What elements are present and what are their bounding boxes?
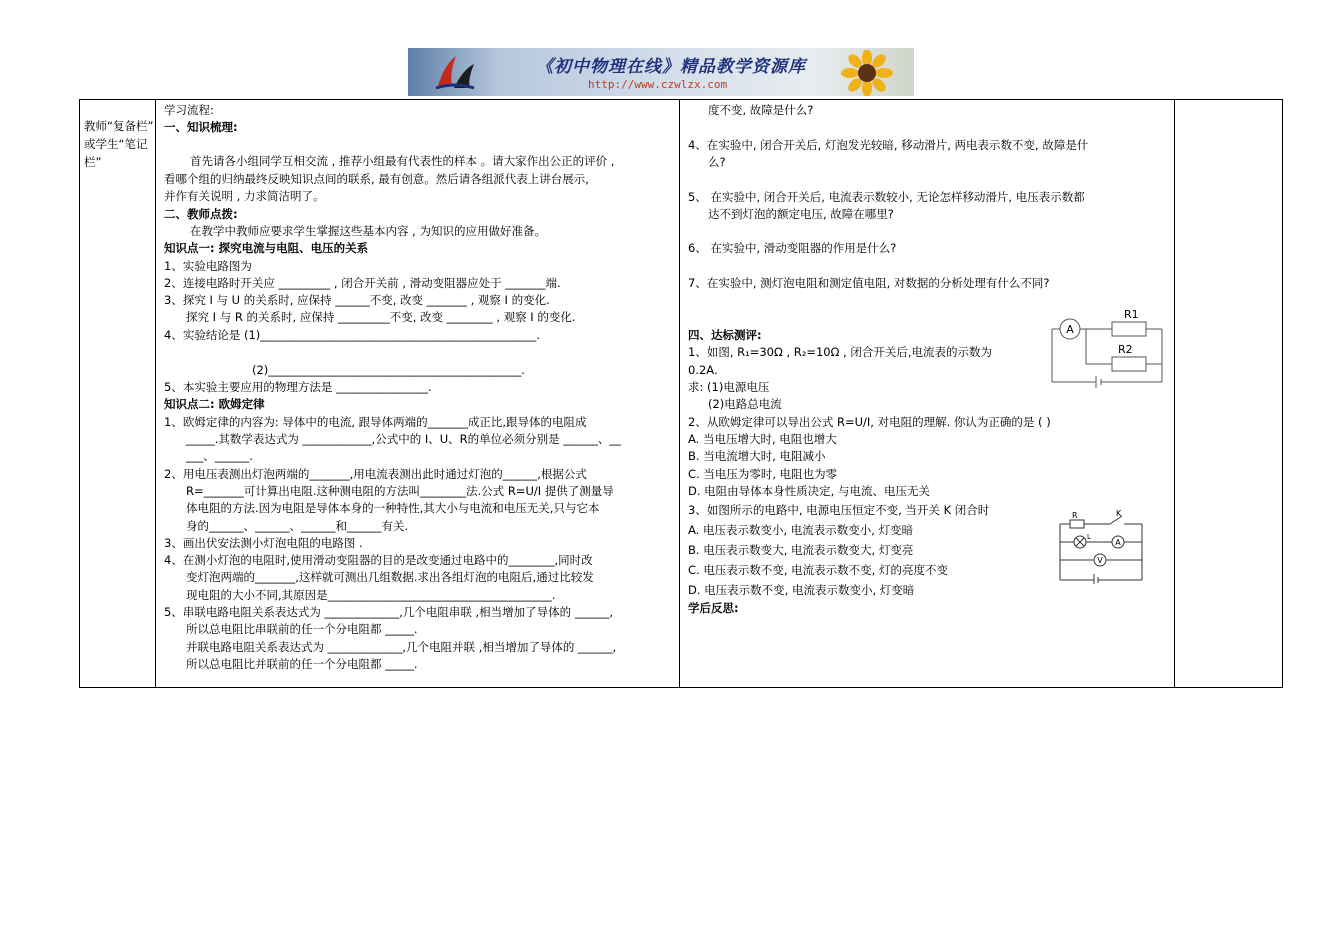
text-line: 度不变, 故障是什么? xyxy=(708,103,814,117)
text-line: 现电阻的大小不同,其原因是_______________________________________. xyxy=(186,588,556,602)
logo-icon xyxy=(432,52,478,92)
text-line: B. 当电流增大时, 电阻减小 xyxy=(688,449,826,463)
side-note-column xyxy=(80,100,155,687)
text-line: 1、实验电路图为 xyxy=(164,259,252,273)
text-line: (2)____________________________________________. xyxy=(252,363,525,377)
assessment-column xyxy=(680,100,1174,687)
text-line: 么? xyxy=(708,155,726,169)
text-line: A. 当电压增大时, 电阻也增大 xyxy=(688,432,837,446)
text-line: 2、连接电路时开关应 _________ , 闭合开关前 , 滑动变阻器应处于 _______端. xyxy=(164,276,561,290)
side-note-line: 教师“复备栏” xyxy=(84,119,154,133)
header-banner xyxy=(408,48,914,96)
text-line: 3、如图所示的电路中, 电源电压恒定不变, 当开关 K 闭合时 xyxy=(688,503,990,517)
text-line: D. 电压表示数不变, 电流表示数变小, 灯变暗 xyxy=(688,583,915,597)
section-heading: 知识点二: 欧姆定律 xyxy=(164,397,265,411)
text-line: 7、在实验中, 测灯泡电阻和测定值电阻, 对数据的分析处理有什么不同? xyxy=(688,276,1050,290)
section-heading: 二、教师点拨: xyxy=(164,207,238,221)
ammeter-label: A xyxy=(1115,538,1121,547)
text-line: 3、探究 I 与 U 的关系时, 应保持 ______不变, 改变 _______ , 观察 I 的变化. xyxy=(164,293,550,307)
text-line: 身的______、______、______和______有关. xyxy=(186,519,409,533)
text-line: 所以总电阻比并联前的任一个分电阻都 _____. xyxy=(186,657,418,671)
text-line: 1、欧姆定律的内容为: 导体中的电流, 跟导体两端的_______成正比,跟导体的电阻成 xyxy=(164,415,587,429)
text-line: 4、实验结论是 (1)________________________________________________. xyxy=(164,328,540,342)
text-line: 学习流程: xyxy=(164,103,214,117)
text-line: R=_______可计算出电阻.这种测电阻的方法叫________法.公式 R=U/I 提供了测量导 xyxy=(186,484,614,498)
text-line: 并作有关说明 , 力求简洁明了。 xyxy=(164,189,325,203)
text-line: 5、本实验主要应用的物理方法是 ________________. xyxy=(164,380,432,394)
ammeter-label: A xyxy=(1066,323,1074,336)
text-line: 4、在实验中, 闭合开关后, 灯泡发光较暗, 移动滑片, 两电表示数不变, 故障是什 xyxy=(688,138,1089,152)
text-line: 0.2A. xyxy=(688,363,718,377)
text-line: 2、从欧姆定律可以导出公式 R=U/I, 对电阻的理解. 你认为正确的是 ( ) xyxy=(688,415,1051,429)
text-line: 5、 在实验中, 闭合开关后, 电流表示数较小, 无论怎样移动滑片, 电压表示数都 xyxy=(688,190,1085,204)
section-heading: 四、达标测评: xyxy=(688,328,762,342)
text-line: 体电阻的方法.因为电阻是导体本身的一种特性,其大小与电流和电压无关,只与它本 xyxy=(186,501,600,515)
text-line: A. 电压表示数变小, 电流表示数变小, 灯变暗 xyxy=(688,523,914,537)
section-heading: 一、知识梳理: xyxy=(164,120,238,134)
text-line: 看哪个组的归纳最终反映知识点间的联系, 最有创意。然后请各组派代表上讲台展示, xyxy=(164,172,589,186)
text-line: 求: (1)电源电压 xyxy=(688,380,770,394)
text-line: 2、用电压表测出灯泡两端的_______,用电流表测出此时通过灯泡的______,根据公式 xyxy=(164,467,587,481)
text-line: B. 电压表示数变大, 电流表示数变大, 灯变亮 xyxy=(688,543,914,557)
lamp-label: L xyxy=(1087,533,1091,541)
text-line: _____.其数学表达式为 ____________,公式中的 I、U、R的单位必须分别是 ______、__ xyxy=(186,432,621,446)
switch-label: K xyxy=(1116,510,1122,518)
text-line: ___、______. xyxy=(186,449,253,463)
text-line: 5、串联电路电阻关系表达式为 _____________,几个电阻串联 ,相当增加了导体的 ______, xyxy=(164,605,613,619)
side-note-line: 或学生“笔记 xyxy=(84,137,148,151)
text-line: 并联电路电阻关系表达式为 _____________,几个电阻并联 ,相当增加了导体的 ______, xyxy=(186,640,617,654)
column-divider xyxy=(1174,100,1175,687)
resistor-label: R xyxy=(1072,511,1078,520)
circuit-diagram-1 xyxy=(1046,308,1166,388)
text-line: 在教学中教师应要求学生掌握这些基本内容 , 为知识的应用做好准备。 xyxy=(190,224,546,238)
circuit-diagram-2 xyxy=(1056,510,1148,584)
section-heading: 学后反思: xyxy=(688,601,739,615)
text-line: 所以总电阻比串联前的任一个分电阻都 _____. xyxy=(186,622,418,636)
text-line: 3、画出伏安法测小灯泡电阻的电路图 . xyxy=(164,536,363,550)
side-note-line: 栏” xyxy=(84,155,102,169)
text-line: 首先请各小组同学互相交流 , 推荐小组最有代表性的样本 。请大家作出公正的评价 , xyxy=(190,154,615,168)
text-line: (2)电路总电流 xyxy=(708,397,782,411)
voltmeter-label: V xyxy=(1097,556,1103,565)
text-line: 6、 在实验中, 滑动变阻器的作用是什么? xyxy=(688,241,897,255)
text-line: C. 电压表示数不变, 电流表示数不变, 灯的亮度不变 xyxy=(688,563,948,577)
text-line: 1、如图, R₁=30Ω , R₂=10Ω , 闭合开关后,电流表的示数为 xyxy=(688,345,993,359)
sunflower-icon xyxy=(838,50,896,96)
text-line: 4、在测小灯泡的电阻时,使用滑动变阻器的目的是改变通过电路中的________,同时改 xyxy=(164,553,593,567)
text-line: D. 电阻由导体本身性质决定, 与电流、电压无关 xyxy=(688,484,930,498)
text-line: 达不到灯泡的额定电压, 故障在哪里? xyxy=(708,207,894,221)
text-line: 变灯泡两端的_______,这样就可测出几组数据.求出各组灯泡的电阻后,通过比较发 xyxy=(186,570,594,584)
r2-label: R2 xyxy=(1118,343,1133,356)
banner-url: http://www.czwlzx.com xyxy=(588,78,728,91)
section-heading: 知识点一: 探究电流与电阻、电压的关系 xyxy=(164,241,369,255)
r1-label: R1 xyxy=(1124,308,1139,321)
banner-title: 《初中物理在线》精品教学资源库 xyxy=(536,57,806,77)
learning-process-column xyxy=(156,100,679,687)
text-line: C. 当电压为零时, 电阻也为零 xyxy=(688,467,838,481)
lesson-table xyxy=(79,99,1283,688)
text-line: 探究 I 与 R 的关系时, 应保持 _________不变, 改变 ________ , 观察 I 的变化. xyxy=(186,310,576,324)
